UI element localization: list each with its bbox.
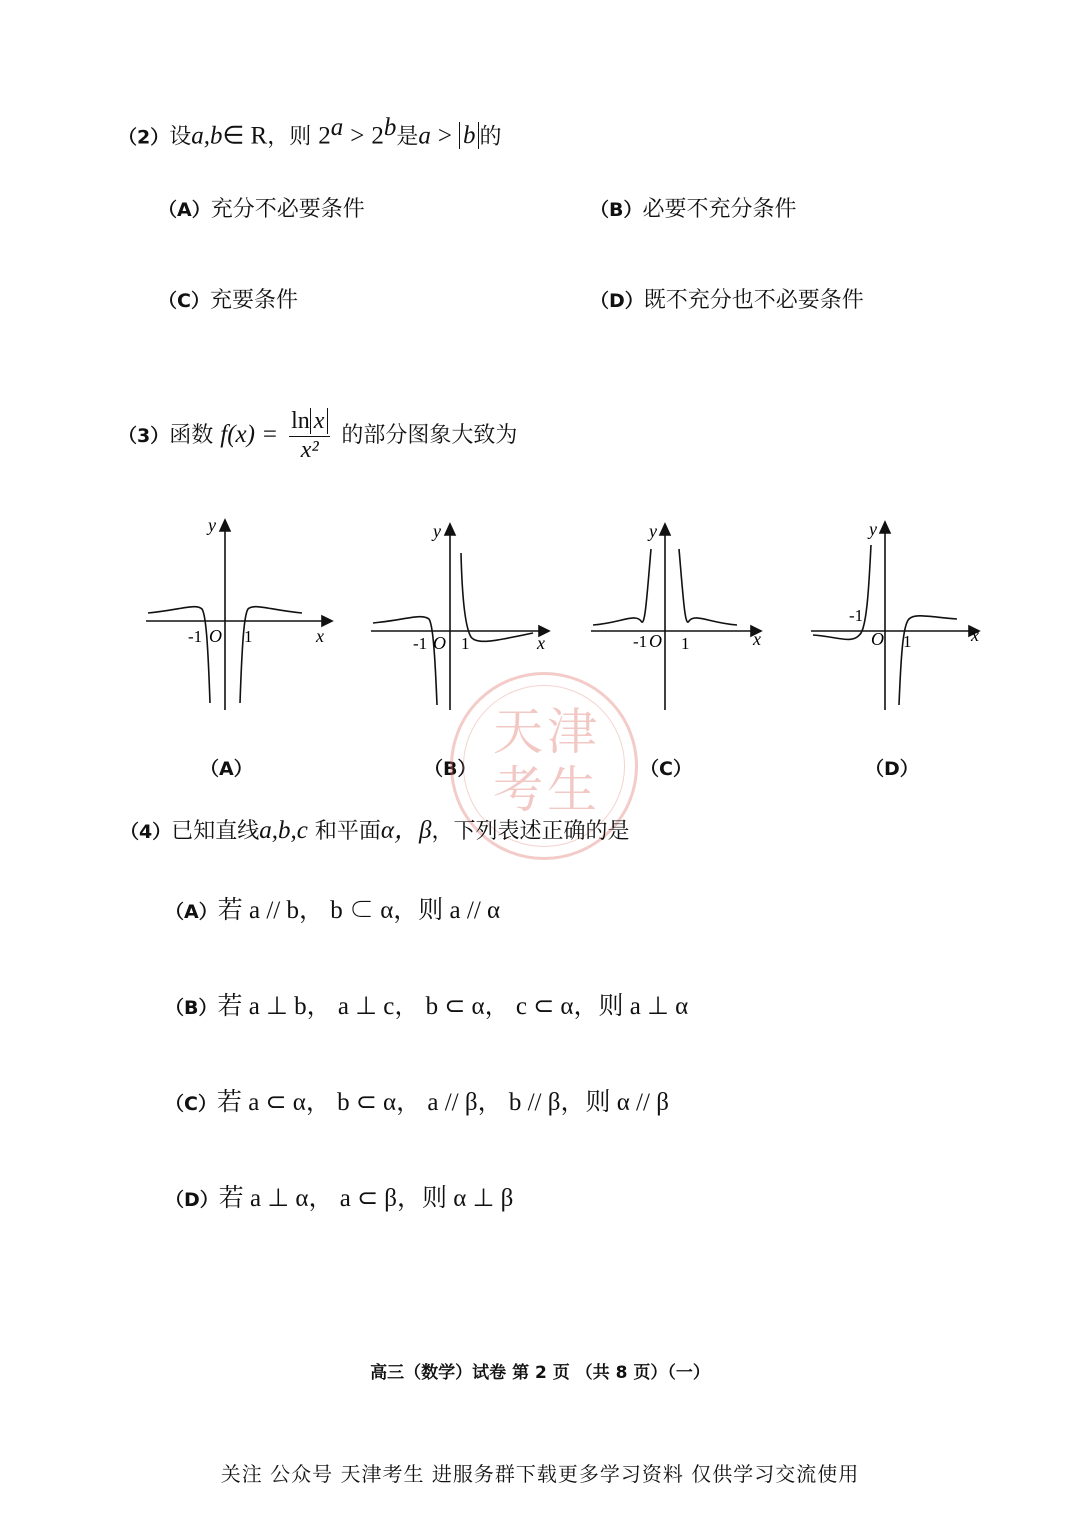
graph-c-origin: O — [649, 631, 662, 651]
page-footer: 高三（数学）试卷 第 2 页 （共 8 页）（一） — [370, 1363, 710, 1383]
graph-a-origin: O — [209, 626, 222, 646]
q3-text-2: 的部分图象大致为 — [341, 423, 518, 448]
stamp-line-2: 考生 — [493, 761, 601, 819]
q2-option-b-text: 必要不充分条件 — [642, 197, 797, 222]
q2-text-4: 的 — [479, 124, 502, 150]
q4-option-d-label: （D） — [165, 1189, 219, 1211]
graph-b-y-label: y — [433, 521, 441, 541]
graph-b-left-branch — [373, 617, 437, 705]
q2-vars: a,b — [191, 122, 223, 150]
graph-b-caption: （B） — [424, 758, 477, 780]
q4-stem — [120, 810, 629, 846]
bottom-note: 关注 公众号 天津考生 进服务群下载更多学习资料 仅供学习交流使用 — [220, 1462, 860, 1486]
q4-planes: α，β — [380, 817, 432, 844]
q4-option-c-label: （C） — [165, 1093, 217, 1115]
graph-a-tick-pos: 1 — [244, 627, 253, 646]
q2-option-d — [590, 283, 864, 314]
graph-d-origin: O — [871, 629, 884, 649]
q2-option-d-text: 既不充分也不必要条件 — [643, 288, 864, 313]
q4-text-1: 已知直线 — [171, 819, 260, 844]
q2-cond-a: a — [418, 122, 431, 150]
q4-option-b-label: （B） — [165, 997, 218, 1019]
q3-func: f(x) = — [220, 421, 279, 448]
graph-d-tick-neg: -1 — [849, 606, 864, 625]
q2-stem — [118, 114, 501, 150]
q2-text-2: ，则 — [267, 124, 312, 150]
graph-b-x-label: x — [537, 633, 545, 653]
q2-in-r: ∈ R — [222, 122, 268, 150]
graph-d-y-arrow — [880, 522, 890, 533]
q4-option-a-text: 若 a // b， b ⊂ α，则 a // α — [217, 897, 501, 924]
q3-text-1: 函数 — [169, 423, 214, 448]
graph-d — [805, 515, 1005, 715]
graph-c-caption: （C） — [640, 758, 692, 780]
graph-c-tick-neg: -1 — [633, 632, 648, 651]
q2-cond-gt: > — [437, 122, 452, 150]
stamp-line-1: 天津 — [493, 703, 601, 761]
q4-option-b — [165, 986, 688, 1022]
graph-c-x-label: x — [753, 629, 761, 649]
graph-d-left-branch — [813, 545, 871, 639]
q2-option-c-text: 充要条件 — [209, 288, 298, 313]
q2-base-a: 2 — [318, 122, 331, 150]
graph-a-y-arrow — [220, 520, 230, 531]
q3-numer-x: x — [310, 408, 329, 434]
q4-option-c-text: 若 a ⊂ α， b ⊂ α， a // β， b // β，则 α // β — [216, 1089, 669, 1116]
graph-b-y-arrow — [445, 524, 455, 535]
graph-b-tick-neg: -1 — [413, 634, 428, 653]
q4-option-c — [165, 1082, 669, 1118]
q2-option-b-label: （B） — [590, 199, 643, 221]
graph-b-tick-pos: 1 — [461, 634, 470, 653]
q4-text-3: ，下列表述正确的是 — [431, 819, 630, 844]
q2-base-b: 2 — [371, 122, 384, 150]
q4-text-2: 和平面 — [314, 819, 381, 844]
q2-cond-b: b — [459, 122, 480, 149]
q2-option-a-text: 充分不必要条件 — [210, 197, 365, 222]
q4-option-b-text: 若 a ⊥ b， a ⊥ c， b ⊂ α， c ⊂ α，则 a ⊥ α — [217, 993, 689, 1020]
q3-denominator: x² — [300, 437, 319, 463]
q4-option-d-text: 若 a ⊥ α， a ⊂ β，则 α ⊥ β — [218, 1185, 514, 1212]
graph-c-tick-pos: 1 — [681, 634, 690, 653]
stamp-text — [477, 703, 617, 819]
graph-a-caption: （A） — [200, 758, 253, 780]
graph-c-y-label: y — [649, 521, 657, 541]
q2-exp-a: a — [330, 114, 344, 141]
q2-option-a — [158, 192, 365, 223]
q2-option-c — [158, 283, 298, 314]
graph-b-origin: O — [433, 633, 446, 653]
q4-vars: a,b,c — [259, 817, 308, 844]
graph-d-caption: （D） — [865, 758, 919, 780]
graph-c — [585, 515, 785, 715]
graph-d-tick-pos: 1 — [903, 632, 912, 651]
q3-numerator — [289, 408, 330, 437]
q2-option-b — [590, 192, 797, 223]
graph-b-right-branch — [461, 553, 533, 641]
graph-a-x-arrow — [322, 616, 332, 626]
q2-exp-b: b — [383, 114, 397, 141]
graph-a-tick-neg: -1 — [188, 627, 203, 646]
q2-text-1: 设 — [169, 124, 192, 150]
q4-number: （4） — [120, 821, 172, 843]
q3-numer-ln: ln — [291, 408, 310, 434]
graph-d-x-label: x — [971, 625, 979, 645]
q4-option-a — [165, 890, 500, 926]
graph-d-right-branch — [899, 616, 957, 705]
q2-text-3: 是 — [396, 124, 419, 150]
q4-option-a-label: （A） — [165, 901, 218, 923]
q2-gt: > — [350, 122, 365, 150]
graph-c-left-branch — [593, 549, 651, 625]
graph-a-y-label: y — [208, 515, 216, 535]
q4-option-d — [165, 1178, 513, 1214]
graph-d-y-label: y — [869, 519, 877, 539]
graph-a — [140, 515, 340, 715]
q2-option-c-label: （C） — [158, 290, 210, 312]
q2-option-d-label: （D） — [590, 290, 644, 312]
q2-number: （2） — [118, 126, 170, 149]
q3-number: （3） — [118, 425, 170, 447]
q3-stem — [118, 408, 517, 464]
q2-option-a-label: （A） — [158, 199, 211, 221]
graph-c-y-arrow — [660, 524, 670, 535]
graph-c-right-branch — [679, 549, 737, 625]
q3-fraction — [289, 408, 330, 464]
graph-a-x-label: x — [316, 626, 324, 646]
